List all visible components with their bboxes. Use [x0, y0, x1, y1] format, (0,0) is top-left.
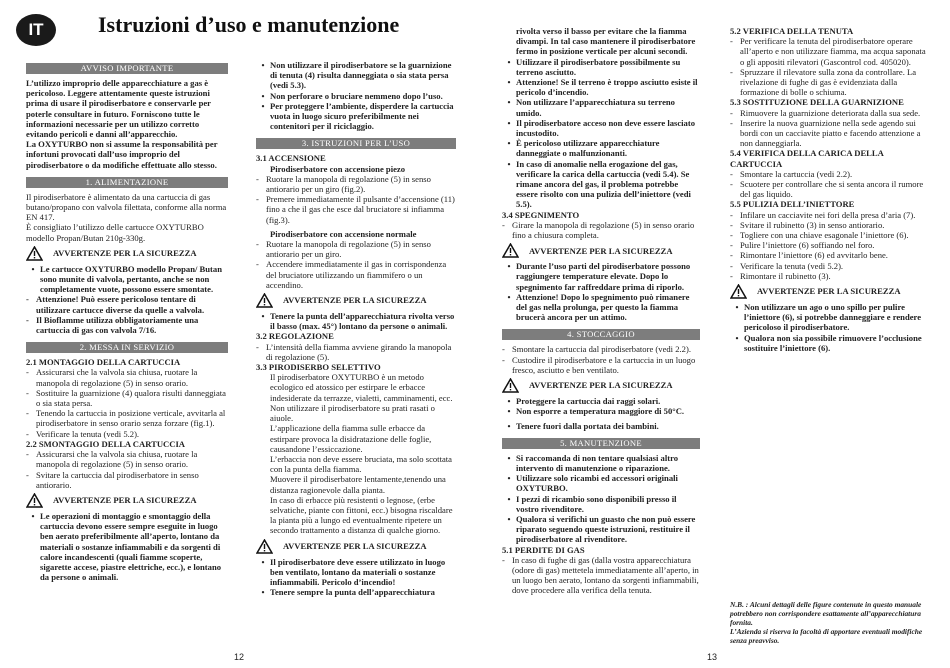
- list-item: • Durante l’uso parti del pirodiserbatore possono raggiungere temperature elevate. Dopo lo spegnimento far raffreddare prima di riporlo.: [502, 261, 700, 292]
- section-3-3-title: 3.3 PIRODISERBO SELETTIVO: [256, 362, 381, 373]
- column-4: [730, 26, 928, 353]
- alimentazione-p1: Il pirodiserbatore è alimentato da una cartuccia di gas butano/propano con valvola filettata, conforme alla norma EN 417.: [26, 191, 227, 223]
- footnote: [730, 600, 930, 645]
- warning-label: AVVERTENZE PER LA SICUREZZA: [529, 245, 673, 256]
- s33-text-2: L’applicazione della fiamma sulle erbacce da estirpare provoca la disidratazione delle foglie, causandone l’essiccazione.: [270, 423, 432, 454]
- section-5-3-title: 5.3 SOSTITUZIONE DELLA GUARNIZIONE: [730, 97, 904, 108]
- list-item: - Custodire il pirodiserbatore e la cartuccia in un luogo fresco, asciutto e ben ventilato.: [502, 355, 700, 375]
- list-item: - Svitare il rubinetto (3) in senso antiorario.: [730, 220, 928, 230]
- list-item: • Tenere fuori dalla portata dei bambini.: [502, 421, 700, 431]
- warning-icon: [730, 284, 747, 299]
- list-item: • Attenzione! Dopo lo spegnimento può rimanere del gas nella prolunga, per questo la fiamma brucerà ancora per un attimo.: [502, 292, 700, 323]
- list-item: - Attenzione! Può essere pericoloso tentare di utilizzare cartucce diverse da quelle a valvola.: [26, 294, 228, 314]
- list-item: - Il Bioflamme utilizza obbligatoriamente una cartuccia di gas con valvola 7/16.: [26, 315, 228, 335]
- warning-heading: [502, 378, 700, 393]
- s33-text: Il pirodiserbatore OXYTURBO è un metodo ecologico ed atossico per estirpare le erbacce indesiderate da terrazze, vialetti, camminamenti, ecc. Non utilizzare il pirodiserbatore su prati rasati o aiuole.: [270, 372, 453, 424]
- list-item: - Rimontare il rubinetto (3).: [730, 271, 928, 281]
- list-item: • Tenere sempre la punta dell’apparecchiatura: [256, 587, 456, 597]
- list-item: • Utilizzare solo ricambi ed accessori originali OXYTURBO.: [502, 473, 700, 493]
- section-3-4-title: 3.4 SPEGNIMENTO: [502, 209, 580, 220]
- list-item: • Tenere la punta dell’apparecchiatura rivolta verso il basso (max. 45°) lontano da persone o animali.: [256, 311, 456, 331]
- list-item: - Infilare un cacciavite nei fori della presa d’aria (7).: [730, 210, 928, 220]
- warning-heading: [730, 284, 928, 299]
- list-item: • Il pirodiserbatore deve essere utilizzato in luogo ben ventilato, lontano da materiali o sostanze infiammabili. Pericolo d’incendio!: [256, 557, 456, 588]
- list-item: • In caso di anomalie nella erogazione del gas, verificare la carica della cartuccia (vedi 5.4). Se rimane ancora del gas, il problema potrebbe essere risolto con una pulizia dell’iniettore (vedi 5.5).: [502, 159, 700, 210]
- section-2-1-title: 2.1 MONTAGGIO DELLA CARTUCCIA: [26, 357, 181, 368]
- list-item: - Smontare la cartuccia (vedi 2.2).: [730, 169, 928, 179]
- alimentazione-heading: 1. ALIMENTAZIONE: [26, 177, 228, 188]
- list-item: • È pericoloso utilizzare apparecchiature danneggiate o malfunzionanti.: [502, 138, 700, 158]
- avviso-heading: AVVISO IMPORTANTE: [26, 63, 228, 74]
- list-item: • Qualora non sia possibile rimuovere l’occlusione sostituire l’iniettore (6).: [730, 333, 928, 353]
- istruzioni-heading: 3. ISTRUZIONI PER L’USO: [256, 138, 456, 149]
- list-item: - Smontare la cartuccia dal pirodiserbatore (vedi 2.2).: [502, 344, 700, 354]
- list-item: • Qualora si verifichi un guasto che non può essere riparato seguendo queste istruzioni, restituire il pirodiserbatore al rivenditore.: [502, 514, 700, 545]
- warning-icon: [256, 293, 273, 308]
- list-item: • Non utilizzare l’apparecchiatura su terreno umido.: [502, 97, 700, 117]
- list-item: - Girare la manopola di regolazione (5) in senso orario fino a chiusura completa.: [502, 220, 700, 240]
- list-item: • Attenzione! Se il terreno è troppo asciutto esiste il pericolo d’incendio.: [502, 77, 700, 97]
- stoccaggio-heading: 4. STOCCAGGIO: [502, 329, 700, 340]
- list-item: - Accendere immediatamente il gas in corrispondenza del bruciatore utilizzando un fiammifero o un accendino.: [256, 259, 456, 290]
- s33-text-5: In caso di erbacce più resistenti o legnose, (erbe selvatiche, piante con fittoni, ecc.) bisogna riscaldare la pianta più a lungo ed eventualmente ripetere un secondo trattamento a distanza di qualche giorno.: [270, 494, 453, 536]
- list-item: • Non utilizzare il pirodiserbatore se la guarnizione di tenuta (4) risulta danneggiata o sia stata persa (vedi 5.3).: [256, 60, 456, 91]
- list-item: - Premere immediatamente il pulsante d’accensione (11) fino a che il gas che esce dal bruciatore si infiamma (fig.3).: [256, 194, 456, 225]
- list-item: - Svitare la cartuccia dal pirodiserbatore in senso antiorario.: [26, 470, 228, 490]
- warning-icon: [26, 246, 43, 261]
- warning-label: AVVERTENZE PER LA SICUREZZA: [757, 286, 901, 297]
- list-item: - Togliere con una chiave esagonale l’iniettore (6).: [730, 230, 928, 240]
- footnote-text-2: L’Azienda si riserva la facoltà di apportare eventuali modifiche senza preavviso.: [730, 627, 923, 645]
- list-item: - Inserire la nuova guarnizione nella sede agendo sui bordi con un cacciavite piatto e facendo attenzione a non danneggiarla.: [730, 118, 928, 149]
- manutenzione-heading: 5. MANUTENZIONE: [502, 438, 700, 449]
- page-number-left: 12: [234, 652, 245, 662]
- section-5-1-title: 5.1 PERDITE DI GAS: [502, 544, 585, 555]
- list-item: - Per verificare la tenuta del pirodiserbatore operare all’aperto e non utilizzare fiamma, ma acqua saponata o gli appositi rilevatori (Gascontrol cod. 405020).: [730, 36, 928, 67]
- section-5-4-title: 5.4 VERIFICA DELLA CARICA DELLA CARTUCCIA: [730, 148, 884, 169]
- warning-label: AVVERTENZE PER LA SICUREZZA: [529, 380, 673, 391]
- list-item: • Per proteggere l’ambiente, disperdere la cartuccia vuota in luogo sicuro preferibilmente nei contenitori per il riciclaggio.: [256, 101, 456, 132]
- list-item: • Non utilizzare un ago o uno spillo per pulire l’iniettore (6), si potrebbe danneggiare e rendere pericoloso il pirodiserbatore.: [730, 302, 928, 333]
- list-item: - L’intensità della fiamma avviene girando la manopola di regolazione (5).: [256, 342, 456, 362]
- avviso-text: L’utilizzo improprio delle apparecchiature a gas è pericoloso. Leggere attentamente queste istruzioni prima di usare il pirodiserbatore e conservarle per poterle consultare in futuro. Forniscono tutte le informazioni necessarie per un utilizzo corretto evitando pericoli e danni all’apparecchio.: [26, 78, 211, 140]
- list-item: • Le operazioni di montaggio e smontaggio della cartuccia devono essere sempre eseguite in luogo ben aerato preferibilmente all’aperto, lontano da materiali o sostanze infiammabili e da sorgenti di calore incandescenti (quali fiamme scoperte, sigarette accese, piastre elettriche, ecc.), e lontano da persone o animali.: [26, 511, 228, 582]
- warning-heading: [256, 539, 456, 554]
- list-item: • Il pirodiserbatore acceso non deve essere lasciato incustodito.: [502, 118, 700, 138]
- list-item: • Le cartucce OXYTURBO modello Propan/ Butan sono munite di valvola, pertanto, anche se non completamente vuote, possono essere smontate.: [26, 264, 228, 295]
- list-item: - Verificare la tenuta (vedi 5.2).: [26, 429, 228, 439]
- warning-icon: [502, 378, 519, 393]
- list-item: - Ruotare la manopola di regolazione (5) in senso antiorario per un giro.: [256, 239, 456, 259]
- piezo-subtitle: Pirodiserbatore con accensione piezo: [270, 163, 406, 174]
- messa-heading: 2. MESSA IN SERVIZIO: [26, 342, 228, 353]
- list-item: - In caso di fughe di gas (dalla vostra apparecchiatura (odore di gas) mettetela immediatamente all’aperto, in un luogo ben aerato, lontano da sorgenti infiammabili, dove procedere alla verifica della tenuta.: [502, 555, 700, 596]
- warning-icon: [26, 493, 43, 508]
- warning-label: AVVERTENZE PER LA SICUREZZA: [53, 495, 197, 506]
- normale-subtitle: Pirodiserbatore con accensione normale: [270, 228, 417, 239]
- column-1: [26, 60, 228, 582]
- list-item: • Proteggere la cartuccia dai raggi solari.: [502, 396, 700, 406]
- list-item: - Assicurarsi che la valvola sia chiusa, ruotare la manopola di regolazione (5) in senso orario.: [26, 449, 228, 469]
- section-5-2-title: 5.2 VERIFICA DELLA TENUTA: [730, 26, 854, 36]
- list-item: • Utilizzare il pirodiserbatore possibilmente su terreno asciutto.: [502, 57, 700, 77]
- list-item: • I pezzi di ricambio sono disponibili presso il vostro rivenditore.: [502, 494, 700, 514]
- warning-heading: [256, 293, 456, 308]
- section-2-2-title: 2.2 SMONTAGGIO DELLA CARTUCCIA: [26, 438, 186, 449]
- language-badge-label: IT: [28, 20, 44, 39]
- s33-text-3: L’erbaccia non deve essere bruciata, ma solo scottata con la punta della fiamma.: [270, 453, 452, 475]
- list-item: - Ruotare la manopola di regolazione (5) in senso antiorario per un giro (fig.2).: [256, 174, 456, 194]
- list-item: - Spruzzare il rilevatore sulla zona da controllare. La rivelazione di fughe di gas è evidenziata dalla formazione di bolle o schiuma.: [730, 67, 928, 98]
- warning-heading: [502, 243, 700, 258]
- list-item: • Non perforare o bruciare nemmeno dopo l’uso.: [256, 91, 456, 101]
- list-item: - Assicurarsi che la valvola sia chiusa, ruotare la manopola di regolazione (5) in senso orario.: [26, 367, 228, 387]
- warning-label: AVVERTENZE PER LA SICUREZZA: [283, 295, 427, 306]
- warning-icon: [502, 243, 519, 258]
- list-item: - Rimontare l’iniettore (6) ed avvitarlo bene.: [730, 250, 928, 260]
- column-2: [256, 60, 456, 597]
- page-number-right: 13: [707, 652, 718, 662]
- warning-icon: [256, 539, 273, 554]
- list-item: - Sostituire la guarnizione (4) qualora risulti danneggiata o sia stata persa.: [26, 388, 228, 408]
- section-3-1-title: 3.1 ACCENSIONE: [256, 153, 326, 164]
- warning-heading: [26, 246, 228, 261]
- avviso-text-2: La OXYTURBO non si assume la responsabilità per infortuni provocati dall’uso improprio del pirodiserbatore o da modifiche effettuate allo stesso.: [26, 139, 218, 170]
- list-item: - Pulire l’iniettore (6) soffiando nel foro.: [730, 240, 928, 250]
- continued-text: rivolta verso il basso per evitare che la fiamma divampi. In tal caso mantenere il pirodiserbatore fermo in posizione verticale per alcuni secondi.: [516, 26, 696, 57]
- list-item: • Non esporre a temperatura maggiore di 50°C.: [502, 406, 700, 416]
- column-3: [502, 26, 700, 596]
- list-item: - Scuotere per controllare che si senta ancora il rumore del gas liquido.: [730, 179, 928, 199]
- page-title: Istruzioni d’uso e manutenzione: [98, 12, 400, 37]
- section-5-5-title: 5.5 PULIZIA DELL’INIETTORE: [730, 199, 855, 210]
- list-item: - Verificare la tenuta (vedi 5.2).: [730, 261, 928, 271]
- warning-label: AVVERTENZE PER LA SICUREZZA: [283, 540, 427, 551]
- list-item: - Rimuovere la guarnizione deteriorata dalla sua sede.: [730, 108, 928, 118]
- list-item: - Tenendo la cartuccia in posizione verticale, avvitarla al pirodiserbatore in senso orario senza forzare (fig.1).: [26, 408, 228, 428]
- warning-label: AVVERTENZE PER LA SICUREZZA: [53, 248, 197, 259]
- footnote-text: N.B. : Alcuni dettagli delle figure contenute in questo manuale potrebbero non corrispondere esattamente all’apparecchiatura fornita.: [730, 600, 922, 627]
- section-3-2-title: 3.2 REGOLAZIONE: [256, 331, 334, 342]
- warning-heading: [26, 493, 228, 508]
- alimentazione-p2: È consigliato l’utilizzo delle cartucce OXYTURBO modello Propan/Butan 210g-330g.: [26, 222, 204, 243]
- s33-text-4: Muovere il pirodiserbatore lentamente,tenendo una distanza ragionevole dalla pianta.: [270, 474, 446, 495]
- list-item: • Si raccomanda di non tentare qualsiasi altro intervento di manutenzione o riparazione.: [502, 453, 700, 473]
- language-badge: [16, 14, 56, 46]
